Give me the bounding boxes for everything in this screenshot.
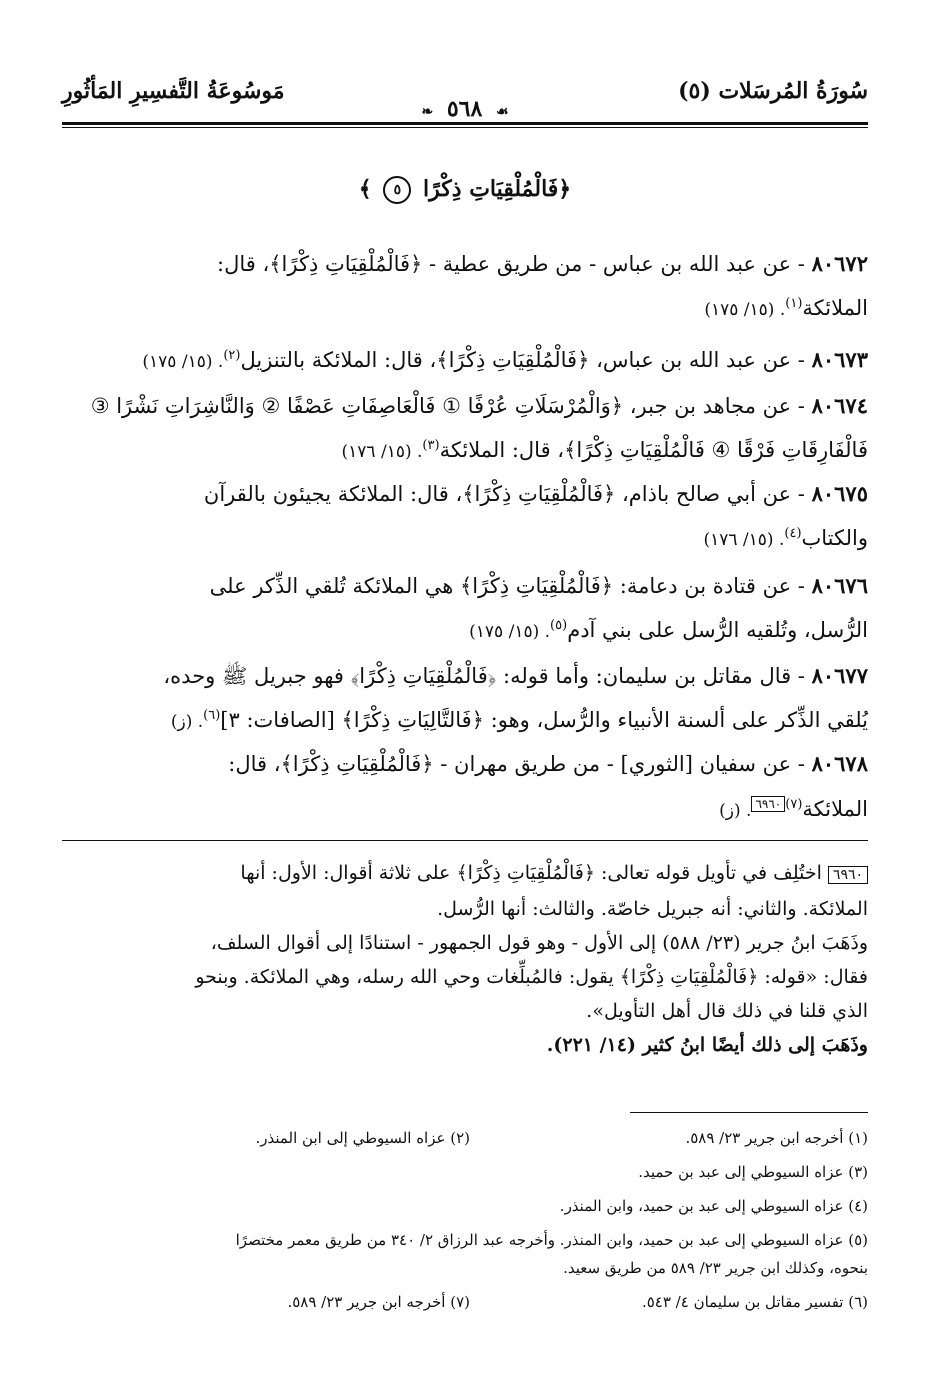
entry-text: والكتاب	[801, 526, 868, 550]
narration-entry	[62, 566, 868, 652]
footnote-marker[interactable]: (٦)	[203, 708, 221, 723]
narration-entry	[62, 656, 868, 742]
entry-text: - عن قتادة بن دعامة: ﴿فَالْمُلْقِيَاتِ ذِكْرًا﴾ هي الملائكة تُلقي الذِّكر على	[209, 574, 805, 598]
entry-number: ٨٠٦٧٦	[811, 573, 868, 598]
entry-line	[62, 284, 868, 330]
entry-number: ٨٠٦٧٨	[811, 751, 868, 776]
entry-line	[62, 656, 868, 696]
commentary-number-box: ٦٩٦٠	[828, 866, 868, 884]
commentary-line	[62, 856, 868, 892]
entry-line	[62, 244, 868, 284]
entry-line	[62, 606, 868, 652]
narration-entry	[62, 336, 868, 382]
entry-line	[62, 514, 868, 560]
book-title: مَوسُوعَةُ التَّفسِيرِ المَأثُورِ	[62, 78, 285, 104]
ornament-icon: ❧	[421, 104, 434, 120]
commentary-line: الذي قلنا في ذلك قال أهل التأويل».	[586, 1000, 868, 1022]
footnote: (٧) أخرجه ابن جرير ٢٣/ ٥٨٩.	[287, 1293, 470, 1311]
footnote-marker[interactable]: (٥)	[550, 618, 568, 633]
entry-text: الملائكة	[802, 296, 868, 320]
source-ref: . (١٥/ ١٧٥)	[704, 300, 786, 320]
commentary-line: وذَهَبَ ابنُ جرير (٢٣/ ٥٨٨) إلى الأول - وهو قول الجمهور - استنادًا إلى أقوال السلف،	[210, 932, 868, 954]
commentary-line: فقال: «قوله: ﴿فَالْمُلْقِيَاتِ ذِكْرًا﴾ يقول: فالمُبلِّغات وحي الله رسله، وهي الملائكة. وبنحو	[195, 966, 868, 988]
entry-text: - قال مقاتل بن سليمان: وأما قوله: ﴿فَالْمُلْقِيَاتِ ذِكْرًا﴾ فهو جبريل ﷺ وحده،	[163, 664, 805, 688]
entry-number: ٨٠٦٧٤	[811, 393, 868, 418]
entry-text: - عن مجاهد بن جبر، ﴿وَالْمُرْسَلَاتِ عُرْفًا ① فَالْعَاصِفَاتِ عَصْفًا ② وَالنَّاشِرَاتِ نَشْرًا ③	[90, 394, 805, 418]
entry-text: - عن سفيان [الثوري] - من طريق مهران - ﴿فَالْمُلْقِيَاتِ ذِكْرًا﴾، قال:	[228, 752, 805, 776]
footnote: (٤) عزاه السيوطي إلى عبد بن حميد، وابن المنذر.	[559, 1197, 868, 1215]
ornament-icon: ☙	[495, 104, 509, 120]
footnote: بنحوه، وكذلك ابن جرير ٢٣/ ٥٨٩ من طريق سعيد.	[563, 1259, 868, 1277]
narration-entry	[62, 244, 868, 330]
footnote-marker[interactable]: (٧)	[785, 797, 803, 812]
entry-text: الملائكة	[802, 797, 868, 821]
footnote-marker[interactable]: (١)	[785, 296, 803, 311]
source-ref: . (١٥/ ١٧٥)	[142, 352, 224, 372]
page-number: ٥٦٨	[446, 96, 483, 122]
ayah-close: ﴾	[358, 176, 372, 202]
entry-number: ٨٠٦٧٢	[811, 251, 868, 276]
ayah-number-icon: ٥	[383, 176, 411, 204]
page-header	[62, 70, 868, 120]
entry-line	[62, 474, 868, 514]
entry-number: ٨٠٦٧٥	[811, 481, 868, 506]
source-ref: . (ز)	[170, 712, 204, 732]
entry-text: فَالْفَارِقَاتِ فَرْقًا ④ فَالْمُلْقِيَاتِ ذِكْرًا﴾، قال: الملائكة	[439, 438, 868, 462]
footnote: (٣) عزاه السيوطي إلى عبد بن حميد.	[638, 1163, 868, 1181]
footnote: (٦) تفسير مقاتل بن سليمان ٤/ ٥٤٣.	[641, 1293, 868, 1311]
footnote: (١) أخرجه ابن جرير ٢٣/ ٥٨٩.	[685, 1129, 868, 1147]
surah-title: سُورَةُ المُرسَلات (٥)	[678, 78, 868, 104]
source-ref: . (١٥/ ١٧٥)	[469, 622, 551, 642]
ayah-heading	[62, 176, 868, 204]
footnote-marker[interactable]: (٤)	[784, 526, 802, 541]
source-ref: . (ز)	[719, 801, 752, 821]
entry-text: يُلقي الذِّكر على ألسنة الأنبياء والرُّسل، وهو: ﴿فَالتَّالِيَاتِ ذِكْرًا﴾ [الصافات: ٣]	[220, 708, 868, 732]
footnote: (٥) عزاه السيوطي إلى عبد بن حميد، وابن المنذر. وأخرجه عبد الرزاق ٢/ ٣٤٠ من طريق معمر مختصرًا	[235, 1231, 868, 1249]
ayah-text: ﴿فَالْمُلْقِيَاتِ ذِكْرًا	[423, 176, 572, 202]
section-divider	[62, 840, 868, 841]
entry-line	[62, 744, 868, 784]
page-number-block	[62, 96, 868, 122]
entry-line	[62, 386, 868, 426]
commentary-line: وذَهَبَ إلى ذلك أيضًا ابنُ كثير (١٤/ ٢٢١).	[546, 1034, 868, 1056]
entry-text: - عن عبد الله بن عباس - من طريق عطية - ﴿فَالْمُلْقِيَاتِ ذِكْرًا﴾، قال:	[217, 252, 805, 276]
footnote-marker[interactable]: (٣)	[422, 438, 440, 453]
entry-text: - عن أبي صالح باذام، ﴿فَالْمُلْقِيَاتِ ذِكْرًا﴾، قال: الملائكة يجيئون بالقرآن	[203, 482, 805, 506]
narration-entry	[62, 386, 868, 472]
entry-line	[62, 336, 868, 382]
entry-text: - عن عبد الله بن عباس، ﴿فَالْمُلْقِيَاتِ ذِكْرًا﴾، قال: الملائكة بالتنزيل	[240, 348, 805, 372]
entry-number: ٨٠٦٧٣	[811, 347, 868, 372]
commentary-ref-box[interactable]: ٦٩٦٠	[751, 796, 785, 812]
entry-line	[62, 566, 868, 606]
entry-number: ٨٠٦٧٧	[811, 663, 868, 688]
footnote-divider	[630, 1112, 868, 1113]
entry-line	[62, 784, 868, 831]
narration-entry	[62, 474, 868, 560]
commentary-block	[62, 856, 868, 1062]
commentary-text: اختُلِف في تأويل قوله تعالى: ﴿فَالْمُلْقِيَاتِ ذِكْرًا﴾ على ثلاثة أقوال: الأول: أنها	[240, 862, 822, 884]
narration-entry	[62, 744, 868, 831]
source-ref: . (١٥/ ١٧٦)	[341, 442, 423, 462]
entry-line	[62, 696, 868, 742]
commentary-line: الملائكة. والثاني: أنه جبريل خاصّة. والثالث: أنها الرُّسل.	[437, 898, 868, 920]
entry-line	[62, 426, 868, 472]
entry-text: الرُّسل، وتُلقيه الرُّسل على بني آدم	[567, 618, 868, 642]
footnote: (٢) عزاه السيوطي إلى ابن المنذر.	[255, 1129, 470, 1147]
header-rule-thin	[62, 127, 868, 128]
footnote-marker[interactable]: (٢)	[223, 348, 241, 363]
header-rule-thick	[62, 122, 868, 125]
source-ref: . (١٥/ ١٧٦)	[703, 530, 785, 550]
